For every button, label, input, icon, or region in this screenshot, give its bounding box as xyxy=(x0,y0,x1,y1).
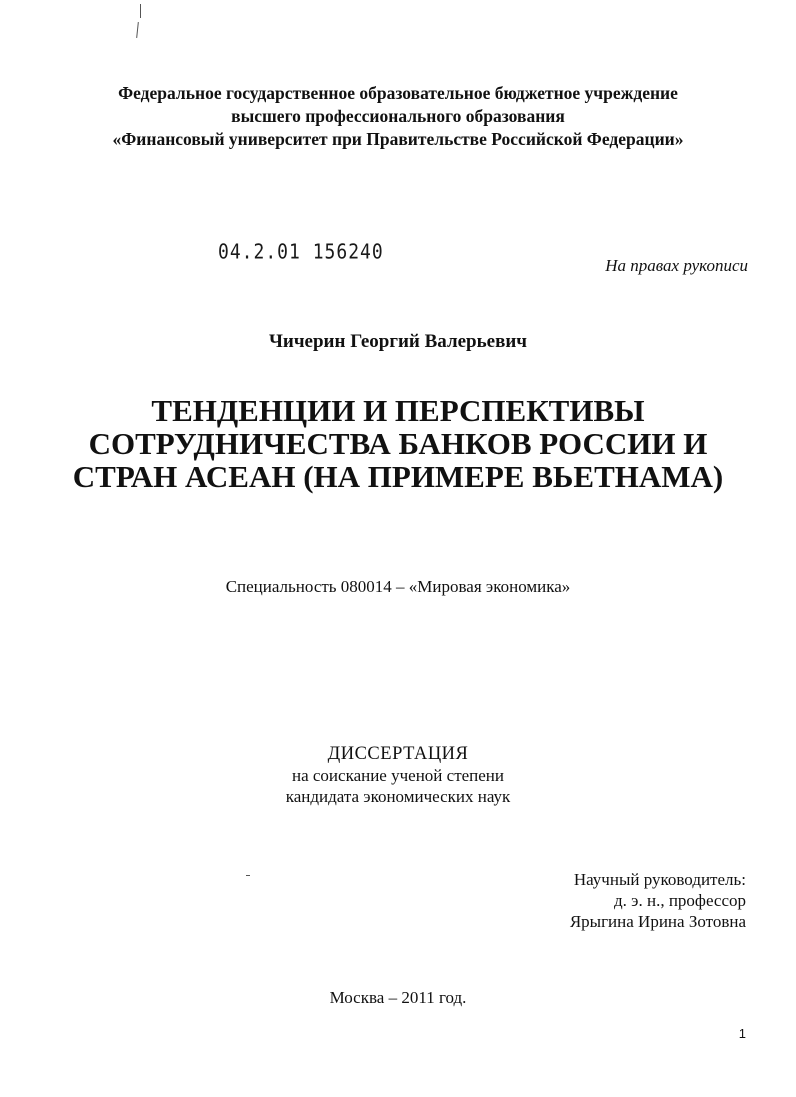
place-and-year: Москва – 2011 год. xyxy=(329,988,467,1007)
title-line-1: ТЕНДЕНЦИИ И ПЕРСПЕКТИВЫ xyxy=(151,393,645,428)
title-line-3: СТРАН АСЕАН (НА ПРИМЕРЕ ВЬЕТНАМА) xyxy=(72,459,724,494)
specialty-line: Специальность 080014 – «Мировая экономика» xyxy=(225,577,571,596)
scan-mark xyxy=(136,22,139,38)
manuscript-rights-note: На правах рукописи xyxy=(605,256,748,275)
dissertation-heading: ДИССЕРТАЦИЯ xyxy=(327,744,469,764)
institution-line-2: высшего профессионального образования xyxy=(231,106,565,126)
dissertation-field-line: кандидата экономических наук xyxy=(285,787,511,806)
advisor-degree: д. э. н., профессор xyxy=(614,891,746,910)
author-name: Чичерин Георгий Валерьевич xyxy=(268,331,528,352)
scan-mark xyxy=(246,875,250,876)
registration-stamp: 04.2.01 156240 xyxy=(218,240,384,265)
scan-mark xyxy=(140,4,141,18)
advisor-label: Научный руководитель: xyxy=(573,870,746,889)
page-number: 1 xyxy=(738,1026,746,1041)
dissertation-degree-line: на соискание ученой степени xyxy=(291,766,505,785)
institution-header xyxy=(0,82,796,151)
institution-line-1: Федеральное государственное образовательное бюджетное учреждение xyxy=(118,83,678,103)
advisor-name: Ярыгина Ирина Зотовна xyxy=(569,912,746,931)
institution-line-3: «Финансовый университет при Правительстве Российской Федерации» xyxy=(112,129,684,149)
dissertation-block xyxy=(0,744,796,807)
advisor-block xyxy=(570,869,746,932)
title-line-2: СОТРУДНИЧЕСТВА БАНКОВ РОССИИ И xyxy=(88,426,708,461)
dissertation-title xyxy=(0,394,796,493)
